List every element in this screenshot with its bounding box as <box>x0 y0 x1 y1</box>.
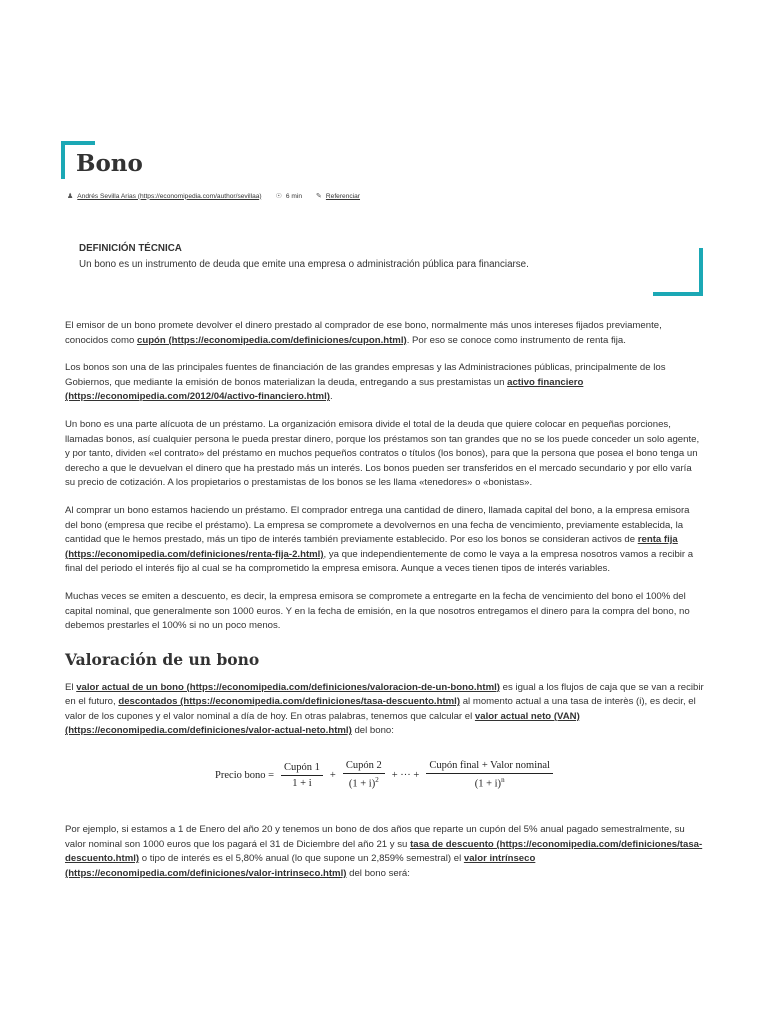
corner-accent-bottom-right <box>653 248 703 296</box>
exponent: 2 <box>375 776 379 785</box>
user-icon: ♟ <box>67 193 74 200</box>
link-cupon[interactable]: cupón (https://economipedia.com/definiciones/cupon.html) <box>137 334 407 346</box>
text: El <box>65 681 77 693</box>
reference-group <box>316 192 360 200</box>
link-tasa-descuento[interactable]: tasa de descuento (https://economipedia.com/definiciones/tasa-descuento.html) <box>65 838 703 865</box>
text: o tipo de interés es el 5,80% anual (lo que supone un 2,859% semestral) el <box>139 853 464 865</box>
bond-price-formula <box>65 753 704 797</box>
paragraph-2 <box>65 361 704 405</box>
text: , ya que independientemente de como le vaya a la empresa nosotros vamos a recibir a final del periodo el interés fijo al cual se ha comprometido la empresa emisora. Aunque a veces tienen tipos de interés variables. <box>65 548 694 575</box>
text: Por ejemplo, si estamos a 1 de Enero del año 20 y tenemos un bono de dos años que reparte un cupón del 5% anual pagado semestralmente, su valor nominal son 1000 euros que los pagará el 31 de Diciembre del año 21 y su <box>65 824 685 850</box>
text: Al comprar un bono estamos haciendo un préstamo. El comprador entrega una cantidad de dinero, llamada capital del bono, a la empresa emisora del bono (empresa que recibe el préstamo). La empresa se compromete a devolvernos en una fecha de vencimiento, previamente establecida, la cantidad que le hemos prestado, más un tipo de interés también previamente establecido. Por eso los bonos se consideran activos de <box>65 504 690 546</box>
text: es igual a los flujos de caja que se van a recibir en el futuro, <box>65 681 704 708</box>
link-valor-intrinseco[interactable]: valor intrínseco (https://economipedia.com/definiciones/valor-intrinseco.html) <box>65 853 536 879</box>
text: del bono: <box>351 725 394 737</box>
formula-lhs: Precio bono = <box>215 769 275 781</box>
reference-link[interactable]: Referenciar <box>325 192 361 200</box>
author-link[interactable]: Andrés Sevilla Arias (https://economipedia.com/author/sevillaa) <box>77 192 262 200</box>
paragraph-7 <box>65 823 704 881</box>
definition-text: Un bono es un instrumento de deuda que emite una empresa o administración pública para financiarse. <box>79 259 529 270</box>
paragraph-4 <box>65 504 704 577</box>
section-title-valoracion: Valoración de un bono <box>65 649 260 669</box>
page-title: Bono <box>76 150 143 177</box>
link-renta-fija[interactable]: renta fija (https://economipedia.com/definiciones/renta-fija-2.html) <box>65 534 678 560</box>
article-meta <box>67 192 374 200</box>
formula-term-2 <box>343 760 385 790</box>
paragraph-6 <box>65 681 704 739</box>
paragraph-1 <box>65 319 704 348</box>
text: . <box>329 391 333 403</box>
denominator <box>472 774 508 790</box>
author-group <box>67 192 262 200</box>
text: El emisor de un bono promete devolver el dinero prestado al comprador de ese bono, normalmente más unos intereses fijados previamente, conocidos como <box>65 320 662 346</box>
text: Los bonos son una de las principales fuentes de financiación de las grandes empresas y las Administraciones públicas, principalmente de los Gobiernos, que mediante la emisión de bonos materializan la deuda, entregando a sus prestamistas un <box>65 362 666 388</box>
pencil-icon: ✎ <box>316 193 322 200</box>
denominator-base: (1 + i) <box>474 778 502 790</box>
paragraph-5: Muchas veces se emiten a descuento, es decir, la empresa emisora se compromete a entregarte en la fecha de vencimiento del bono el 100% del capital nominal, que generalmente son 1000 euros. Y en la fecha de emisión, en la que nosotros entregamos el dinero para la compra del bono, no debemos prestarles el 100% si no un poco menos. <box>65 590 690 632</box>
paragraph-3: Un bono es una parte alícuota de un préstamo. La organización emisora divide el total de la deuda que quiere colocar en pequeñas porciones, llamadas bonos, así cualquier persona le pueda prestar dinero, porque los préstamos son tan grandes que no se los puede conceder un solo agente, y por tanto, dividen «el contrato» del préstamo en muchos pequeños contratos o títulos (los bonos), para que la persona que posea el bono tenga un derecho a que le devuelvan el dinero que ha prestado más un interés. Los bonos pueden ser transferidos en el mercado secundario y por ello varía su precio de cotización. A los propietarios o prestamistas de los bonos se les llama «tenedores» o «bonistas». <box>65 418 700 489</box>
denominator: 1 + i <box>292 777 312 789</box>
numerator: Cupón final + Valor nominal <box>426 760 553 774</box>
read-time: 6 min <box>285 192 303 200</box>
ellipsis-sum: + ··· + <box>391 769 420 781</box>
link-descontados[interactable]: descontados (https://economipedia.com/definiciones/tasa-descuento.html) <box>118 696 461 708</box>
article-body <box>65 319 704 894</box>
exponent: n <box>501 776 505 785</box>
denominator <box>346 774 382 790</box>
definition-label: DEFINICIÓN TÉCNICA <box>79 243 182 254</box>
definition-box <box>79 243 639 270</box>
plus-sign: + <box>329 769 336 781</box>
link-valor-actual[interactable]: valor actual de un bono (https://economipedia.com/definiciones/valoracion-de-un-bono.html) <box>76 681 500 693</box>
denominator-base: (1 + i) <box>348 778 376 790</box>
read-time-group <box>276 192 302 200</box>
text: del bono será: <box>346 867 410 879</box>
text: al momento actual a una tasa de interès (i), es decir, el valor de los cupones y el valor nominal a día de hoy. En otras palabras, tenemos que calcular el <box>65 696 696 722</box>
numerator: Cupón 1 <box>281 762 323 776</box>
link-activo-financiero[interactable]: activo financiero (https://economipedia.com/2012/04/activo-financiero.html) <box>65 376 584 403</box>
text: . Por eso se conoce como instrumento de renta fija. <box>406 334 626 346</box>
eye-icon: ☉ <box>275 193 282 200</box>
numerator: Cupón 2 <box>343 760 385 774</box>
link-van[interactable]: valor actual neto (VAN) (https://economipedia.com/definiciones/valor-actual-neto.html) <box>65 710 580 737</box>
formula-term-1 <box>281 762 323 789</box>
formula-term-3 <box>426 760 553 790</box>
